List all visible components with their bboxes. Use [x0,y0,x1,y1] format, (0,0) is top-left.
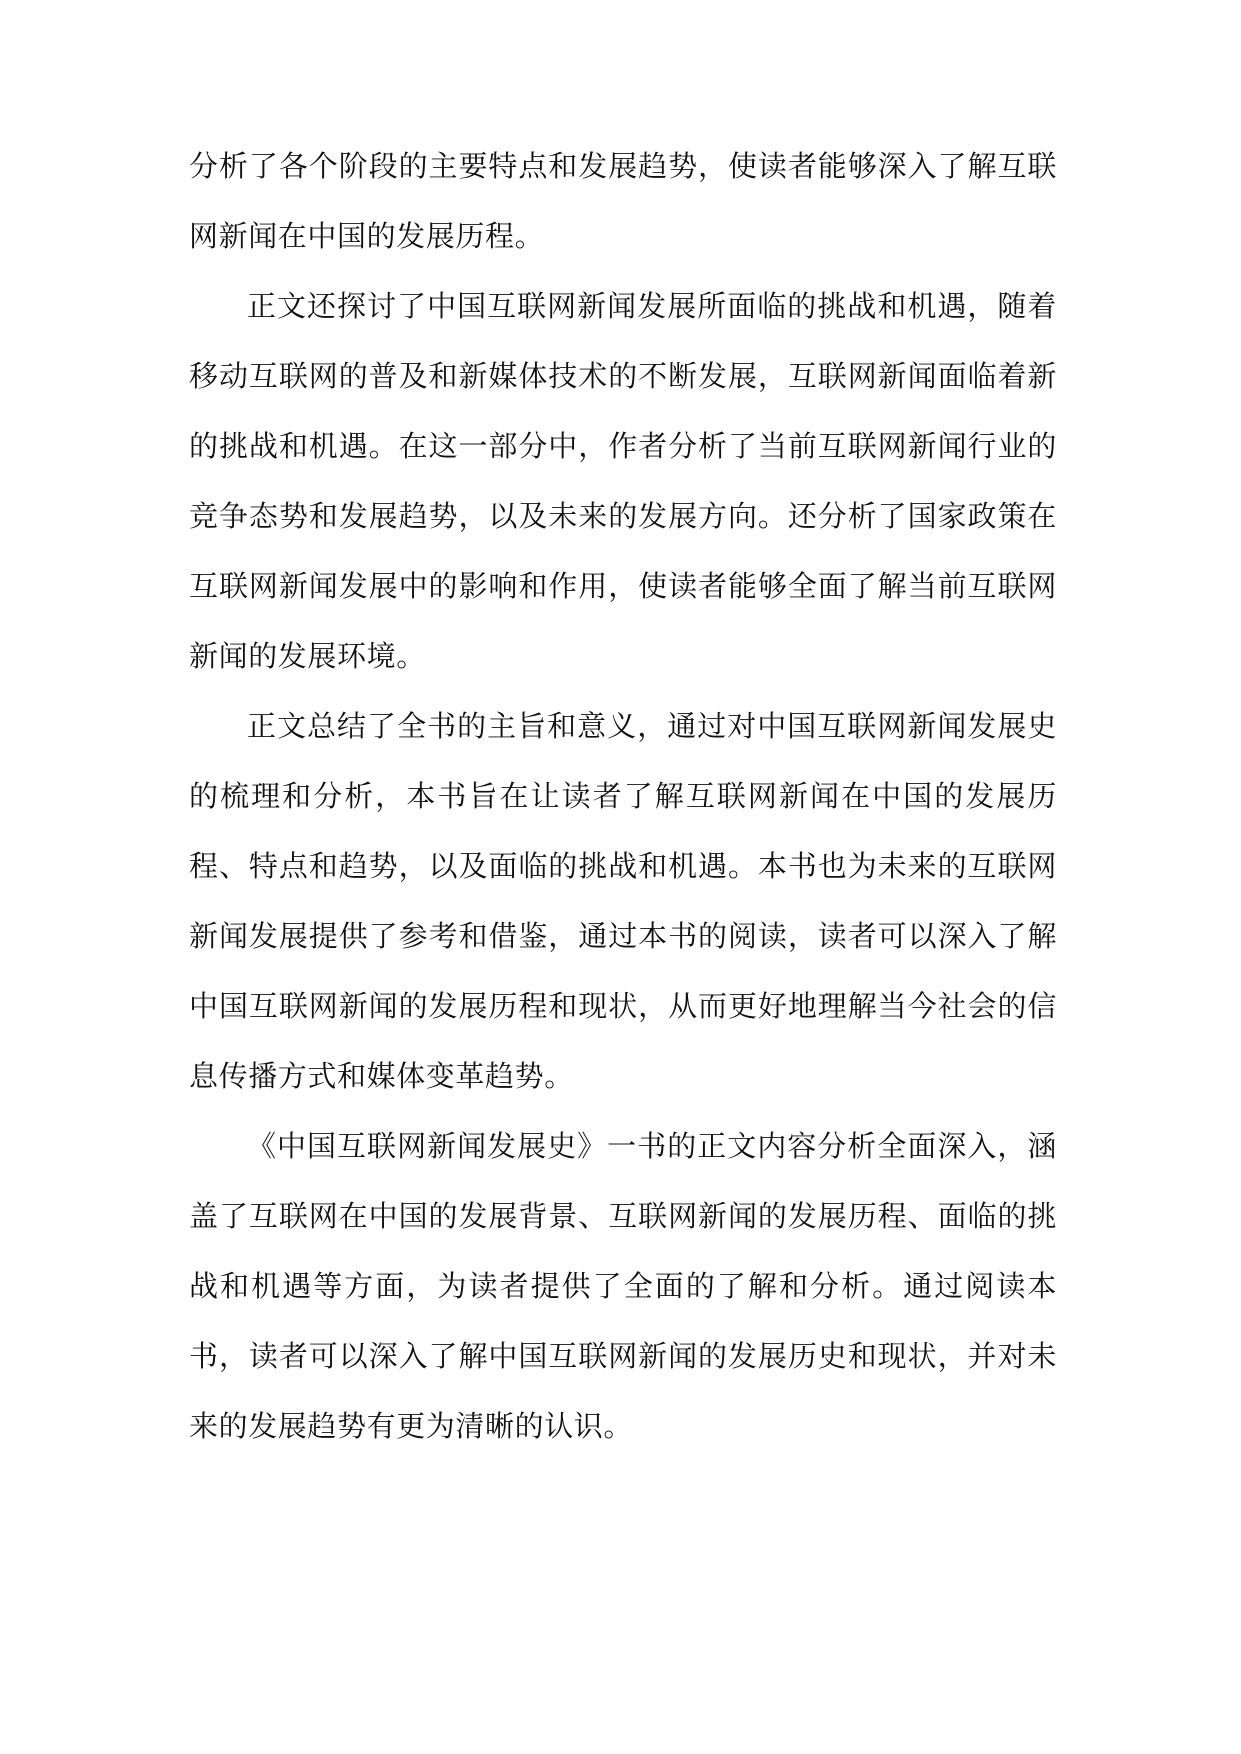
paragraph-continuation: 分析了各个阶段的主要特点和发展趋势，使读者能够深入了解互联网新闻在中国的发展历程。 [189,149,1057,253]
paragraph-summary: 正文总结了全书的主旨和意义，通过对中国互联网新闻发展史的梳理和分析，本书旨在让读者了解互联网新闻在中国的发展历程、特点和趋势，以及面临的挑战和机遇。本书也为未来的互联网新闻发展提供了参考和借鉴，通过本书的阅读，读者可以深入了解中国互联网新闻的发展历程和现状，从而更好地理解当今社会的信息传播方式和媒体变革趋势。 [189,709,1057,1093]
document-body [189,131,1057,1461]
paragraph-book-review: 《中国互联网新闻发展史》一书的正文内容分析全面深入，涵盖了互联网在中国的发展背景、互联网新闻的发展历程、面临的挑战和机遇等方面，为读者提供了全面的了解和分析。通过阅读本书，读者可以深入了解中国互联网新闻的发展历史和现状，并对未来的发展趋势有更为清晰的认识。 [189,1129,1057,1443]
paragraph-challenges-opportunities: 正文还探讨了中国互联网新闻发展所面临的挑战和机遇，随着移动互联网的普及和新媒体技术的不断发展，互联网新闻面临着新的挑战和机遇。在这一部分中，作者分析了当前互联网新闻行业的竞争态势和发展趋势，以及未来的发展方向。还分析了国家政策在互联网新闻发展中的影响和作用，使读者能够全面了解当前互联网新闻的发展环境。 [189,289,1057,673]
